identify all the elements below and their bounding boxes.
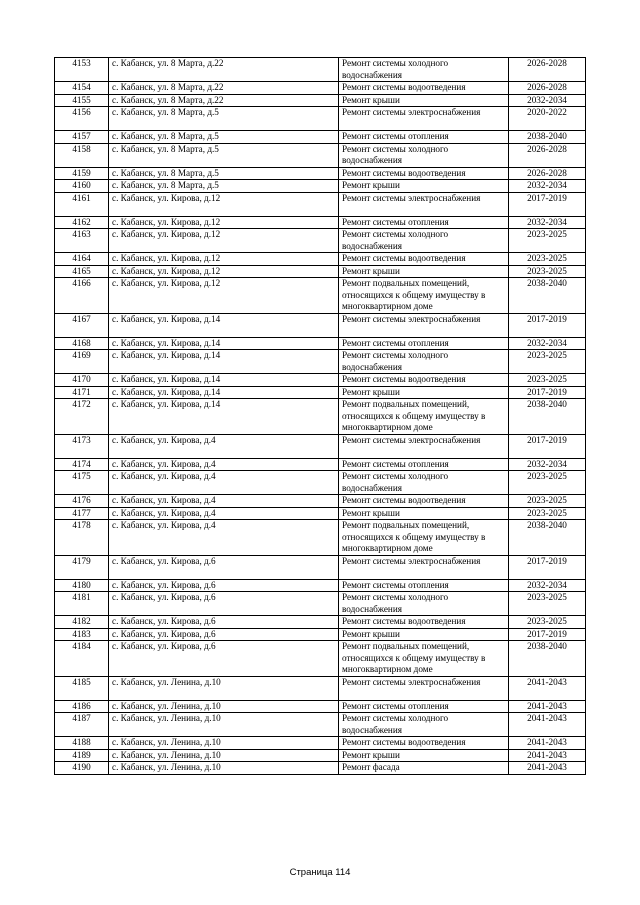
- table-row: [55, 641, 586, 677]
- table-row: [55, 495, 586, 508]
- row-period: 2017-2019: [509, 313, 586, 337]
- row-work-type: Ремонт системы электроснабжения: [339, 434, 509, 458]
- row-address: с. Кабанск, ул. 8 Марта, д.5: [109, 180, 339, 193]
- row-address: с. Кабанск, ул. Ленина, д.10: [109, 762, 339, 775]
- row-period: 2017-2019: [509, 434, 586, 458]
- row-work-type: Ремонт системы отопления: [339, 579, 509, 592]
- row-address: с. Кабанск, ул. Кирова, д.6: [109, 616, 339, 629]
- row-work-type: Ремонт подвальных помещений, относящихся к общему имуществу в многоквартирном доме: [339, 520, 509, 556]
- row-work-type: Ремонт системы водоотведения: [339, 495, 509, 508]
- row-period: 2038-2040: [509, 278, 586, 314]
- row-period: 2032-2034: [509, 337, 586, 350]
- row-work-type: Ремонт системы водоотведения: [339, 374, 509, 387]
- row-address: с. Кабанск, ул. 8 Марта, д.5: [109, 107, 339, 131]
- row-period: 2041-2043: [509, 737, 586, 750]
- table-row: [55, 278, 586, 314]
- row-number: 4174: [55, 458, 109, 471]
- row-period: 2026-2028: [509, 82, 586, 95]
- table-row: [55, 94, 586, 107]
- row-work-type: Ремонт подвальных помещений, относящихся к общему имуществу в многоквартирном доме: [339, 278, 509, 314]
- row-address: с. Кабанск, ул. Кирова, д.12: [109, 229, 339, 253]
- row-number: 4153: [55, 58, 109, 82]
- row-number: 4181: [55, 592, 109, 616]
- row-number: 4160: [55, 180, 109, 193]
- row-work-type: Ремонт системы водоотведения: [339, 253, 509, 266]
- row-address: с. Кабанск, ул. Кирова, д.4: [109, 507, 339, 520]
- table-row: [55, 399, 586, 435]
- row-number: 4176: [55, 495, 109, 508]
- row-number: 4167: [55, 313, 109, 337]
- row-period: 2023-2025: [509, 495, 586, 508]
- row-number: 4164: [55, 253, 109, 266]
- row-work-type: Ремонт системы электроснабжения: [339, 676, 509, 700]
- table-row: [55, 143, 586, 167]
- table-row: [55, 107, 586, 131]
- row-period: 2023-2025: [509, 350, 586, 374]
- row-address: с. Кабанск, ул. 8 Марта, д.5: [109, 131, 339, 144]
- row-work-type: Ремонт системы холодного водоснабжения: [339, 58, 509, 82]
- row-period: 2038-2040: [509, 131, 586, 144]
- row-address: с. Кабанск, ул. Кирова, д.6: [109, 555, 339, 579]
- row-work-type: Ремонт системы электроснабжения: [339, 107, 509, 131]
- row-address: с. Кабанск, ул. Кирова, д.12: [109, 253, 339, 266]
- row-period: 2038-2040: [509, 399, 586, 435]
- table-row: [55, 265, 586, 278]
- table-row: [55, 592, 586, 616]
- page-number: Страница 114: [289, 867, 351, 878]
- row-address: с. Кабанск, ул. Ленина, д.10: [109, 713, 339, 737]
- row-address: с. Кабанск, ул. Кирова, д.6: [109, 579, 339, 592]
- row-work-type: Ремонт системы электроснабжения: [339, 555, 509, 579]
- row-work-type: Ремонт системы холодного водоснабжения: [339, 713, 509, 737]
- table-row: [55, 313, 586, 337]
- row-number: 4190: [55, 762, 109, 775]
- row-number: 4184: [55, 641, 109, 677]
- row-period: 2017-2019: [509, 386, 586, 399]
- row-address: с. Кабанск, ул. Ленина, д.10: [109, 700, 339, 713]
- row-number: 4168: [55, 337, 109, 350]
- row-period: 2032-2034: [509, 180, 586, 193]
- row-address: с. Кабанск, ул. Кирова, д.14: [109, 386, 339, 399]
- row-period: 2023-2025: [509, 374, 586, 387]
- row-period: 2023-2025: [509, 471, 586, 495]
- row-address: с. Кабанск, ул. Кирова, д.14: [109, 350, 339, 374]
- row-work-type: Ремонт крыши: [339, 628, 509, 641]
- table-row: [55, 167, 586, 180]
- row-work-type: Ремонт системы холодного водоснабжения: [339, 229, 509, 253]
- table-row: [55, 216, 586, 229]
- row-work-type: Ремонт крыши: [339, 386, 509, 399]
- table-row: [55, 229, 586, 253]
- row-work-type: Ремонт системы водоотведения: [339, 167, 509, 180]
- table-row: [55, 386, 586, 399]
- row-period: 2023-2025: [509, 616, 586, 629]
- row-number: 4161: [55, 192, 109, 216]
- table-row: [55, 337, 586, 350]
- row-number: 4177: [55, 507, 109, 520]
- row-address: с. Кабанск, ул. Ленина, д.10: [109, 749, 339, 762]
- table-row: [55, 434, 586, 458]
- row-number: 4163: [55, 229, 109, 253]
- row-number: 4157: [55, 131, 109, 144]
- row-period: 2041-2043: [509, 762, 586, 775]
- table-row: [55, 555, 586, 579]
- row-number: 4180: [55, 579, 109, 592]
- table-row: [55, 616, 586, 629]
- row-work-type: Ремонт системы отопления: [339, 131, 509, 144]
- row-number: 4166: [55, 278, 109, 314]
- row-address: с. Кабанск, ул. Кирова, д.4: [109, 434, 339, 458]
- table-row: [55, 253, 586, 266]
- table-row: [55, 471, 586, 495]
- row-period: 2026-2028: [509, 58, 586, 82]
- row-period: 2032-2034: [509, 94, 586, 107]
- row-period: 2041-2043: [509, 713, 586, 737]
- row-address: с. Кабанск, ул. Кирова, д.6: [109, 641, 339, 677]
- row-period: 2038-2040: [509, 641, 586, 677]
- row-work-type: Ремонт системы отопления: [339, 700, 509, 713]
- row-number: 4189: [55, 749, 109, 762]
- row-work-type: Ремонт системы водоотведения: [339, 737, 509, 750]
- row-period: 2026-2028: [509, 167, 586, 180]
- row-address: с. Кабанск, ул. Кирова, д.14: [109, 313, 339, 337]
- row-period: 2041-2043: [509, 700, 586, 713]
- row-period: 2023-2025: [509, 592, 586, 616]
- table-row: [55, 131, 586, 144]
- row-work-type: Ремонт системы водоотведения: [339, 616, 509, 629]
- row-address: с. Кабанск, ул. Кирова, д.14: [109, 337, 339, 350]
- table-row: [55, 350, 586, 374]
- row-period: 2041-2043: [509, 676, 586, 700]
- row-address: с. Кабанск, ул. Ленина, д.10: [109, 676, 339, 700]
- row-period: 2038-2040: [509, 520, 586, 556]
- row-address: с. Кабанск, ул. 8 Марта, д.5: [109, 143, 339, 167]
- table-body: [55, 58, 586, 775]
- table-row: [55, 628, 586, 641]
- row-work-type: Ремонт системы холодного водоснабжения: [339, 350, 509, 374]
- row-period: 2017-2019: [509, 555, 586, 579]
- row-address: с. Кабанск, ул. Кирова, д.4: [109, 471, 339, 495]
- row-address: с. Кабанск, ул. 8 Марта, д.22: [109, 58, 339, 82]
- table-row: [55, 737, 586, 750]
- table-row: [55, 579, 586, 592]
- row-number: 4171: [55, 386, 109, 399]
- row-work-type: Ремонт системы отопления: [339, 337, 509, 350]
- row-address: с. Кабанск, ул. Кирова, д.4: [109, 495, 339, 508]
- row-period: 2032-2034: [509, 216, 586, 229]
- table-row: [55, 749, 586, 762]
- row-number: 4155: [55, 94, 109, 107]
- row-work-type: Ремонт крыши: [339, 507, 509, 520]
- row-address: с. Кабанск, ул. Кирова, д.12: [109, 265, 339, 278]
- repair-schedule-table: [54, 57, 586, 775]
- row-number: 4182: [55, 616, 109, 629]
- row-number: 4178: [55, 520, 109, 556]
- row-number: 4185: [55, 676, 109, 700]
- row-period: 2032-2034: [509, 579, 586, 592]
- table-row: [55, 520, 586, 556]
- row-period: 2017-2019: [509, 628, 586, 641]
- row-work-type: Ремонт системы водоотведения: [339, 82, 509, 95]
- row-work-type: Ремонт подвальных помещений, относящихся к общему имуществу в многоквартирном доме: [339, 641, 509, 677]
- table-row: [55, 374, 586, 387]
- row-work-type: Ремонт системы электроснабжения: [339, 192, 509, 216]
- row-period: 2020-2022: [509, 107, 586, 131]
- row-work-type: Ремонт системы отопления: [339, 458, 509, 471]
- row-address: с. Кабанск, ул. Кирова, д.12: [109, 278, 339, 314]
- row-period: 2023-2025: [509, 507, 586, 520]
- row-address: с. Кабанск, ул. Кирова, д.6: [109, 628, 339, 641]
- row-number: 4173: [55, 434, 109, 458]
- row-number: 4158: [55, 143, 109, 167]
- row-address: с. Кабанск, ул. 8 Марта, д.5: [109, 167, 339, 180]
- row-work-type: Ремонт крыши: [339, 749, 509, 762]
- table-row: [55, 700, 586, 713]
- row-number: 4183: [55, 628, 109, 641]
- row-address: с. Кабанск, ул. 8 Марта, д.22: [109, 94, 339, 107]
- row-work-type: Ремонт крыши: [339, 94, 509, 107]
- row-number: 4172: [55, 399, 109, 435]
- row-number: 4162: [55, 216, 109, 229]
- row-number: 4165: [55, 265, 109, 278]
- row-period: 2023-2025: [509, 253, 586, 266]
- row-period: 2032-2034: [509, 458, 586, 471]
- row-period: 2026-2028: [509, 143, 586, 167]
- row-address: с. Кабанск, ул. Кирова, д.12: [109, 192, 339, 216]
- table-row: [55, 713, 586, 737]
- row-number: 4154: [55, 82, 109, 95]
- table-row: [55, 58, 586, 82]
- table-row: [55, 192, 586, 216]
- row-period: 2041-2043: [509, 749, 586, 762]
- row-number: 4169: [55, 350, 109, 374]
- row-work-type: Ремонт крыши: [339, 180, 509, 193]
- row-number: 4175: [55, 471, 109, 495]
- row-address: с. Кабанск, ул. Ленина, д.10: [109, 737, 339, 750]
- row-number: 4186: [55, 700, 109, 713]
- row-period: 2023-2025: [509, 265, 586, 278]
- row-number: 4179: [55, 555, 109, 579]
- table-row: [55, 180, 586, 193]
- row-number: 4170: [55, 374, 109, 387]
- row-number: 4187: [55, 713, 109, 737]
- row-address: с. Кабанск, ул. Кирова, д.4: [109, 520, 339, 556]
- table-row: [55, 676, 586, 700]
- row-work-type: Ремонт системы холодного водоснабжения: [339, 471, 509, 495]
- row-work-type: Ремонт системы холодного водоснабжения: [339, 592, 509, 616]
- row-period: 2023-2025: [509, 229, 586, 253]
- row-work-type: Ремонт системы отопления: [339, 216, 509, 229]
- row-work-type: Ремонт системы электроснабжения: [339, 313, 509, 337]
- row-address: с. Кабанск, ул. Кирова, д.4: [109, 458, 339, 471]
- table-row: [55, 458, 586, 471]
- row-work-type: Ремонт крыши: [339, 265, 509, 278]
- row-number: 4156: [55, 107, 109, 131]
- row-work-type: Ремонт системы холодного водоснабжения: [339, 143, 509, 167]
- row-address: с. Кабанск, ул. Кирова, д.6: [109, 592, 339, 616]
- row-period: 2017-2019: [509, 192, 586, 216]
- row-address: с. Кабанск, ул. Кирова, д.14: [109, 374, 339, 387]
- row-address: с. Кабанск, ул. 8 Марта, д.22: [109, 82, 339, 95]
- row-number: 4188: [55, 737, 109, 750]
- row-number: 4159: [55, 167, 109, 180]
- table-row: [55, 507, 586, 520]
- row-address: с. Кабанск, ул. Кирова, д.12: [109, 216, 339, 229]
- table-row: [55, 82, 586, 95]
- table-row: [55, 762, 586, 775]
- row-address: с. Кабанск, ул. Кирова, д.14: [109, 399, 339, 435]
- row-work-type: Ремонт подвальных помещений, относящихся к общему имуществу в многоквартирном доме: [339, 399, 509, 435]
- row-work-type: Ремонт фасада: [339, 762, 509, 775]
